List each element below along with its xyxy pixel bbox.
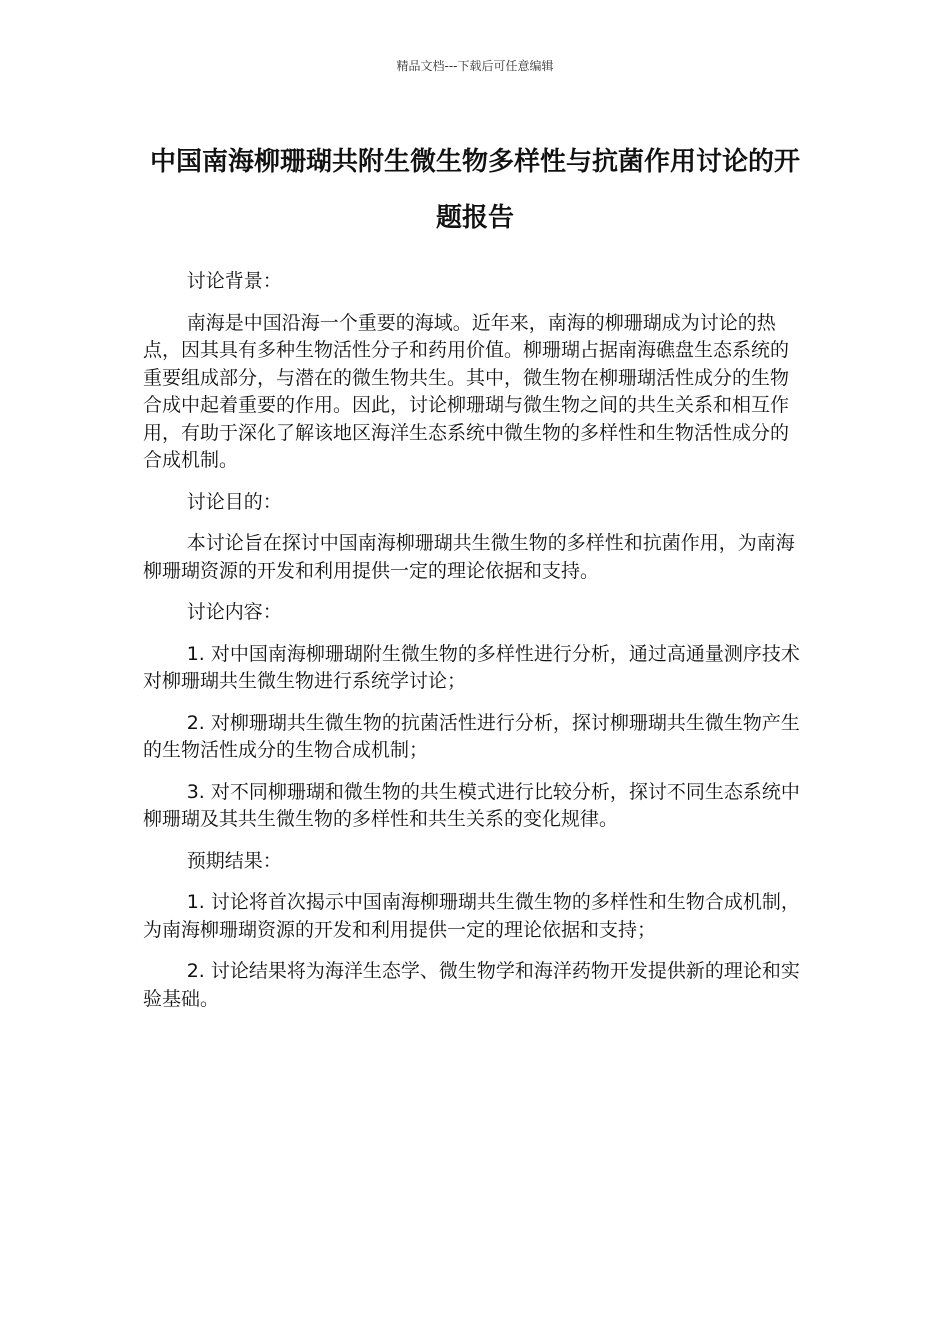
section-heading-purpose: 讨论目的： [186, 490, 282, 513]
section-heading-expected-results: 预期结果： [186, 849, 282, 872]
section-heading-background: 讨论背景： [186, 270, 282, 292]
document-body [143, 268, 807, 1027]
section-heading-content: 讨论内容： [186, 601, 282, 623]
content-item-1: 1. 对中国南海柳珊瑚附生微生物的多样性进行分析，通过高通量测序技术对柳珊瑚共生微生物进行系统学讨论； [143, 642, 800, 692]
paragraph-background: 南海是中国沿海一个重要的海域。近年来，南海的柳珊瑚成为讨论的热点，因其具有多种生物活性分子和药用价值。柳珊瑚占据南海礁盘生态系统的重要组成部分，与潜在的微生物共生。其中，微生物在柳珊瑚活性成分的生物合成中起着重要的作用。因此，讨论柳珊瑚与微生物之间的共生关系和相互作用，有助于深化了解该地区海洋生态系统中微生物的多样性和生物活性成分的合成机制。 [143, 311, 790, 471]
expected-result-1: 1. 讨论将首次揭示中国南海柳珊瑚共生微生物的多样性和生物合成机制，为南海柳珊瑚资源的开发和利用提供一定的理论依据和支持； [143, 891, 800, 941]
content-item-3: 3. 对不同柳珊瑚和微生物的共生模式进行比较分析，探讨不同生态系统中柳珊瑚及其共生微生物的多样性和共生关系的变化规律。 [143, 780, 800, 830]
document-title: 中国南海柳珊瑚共附生微生物多样性与抗菌作用讨论的开题报告 [149, 147, 800, 233]
expected-result-2: 2. 讨论结果将为海洋生态学、微生物学和海洋药物开发提供新的理论和实验基础。 [143, 960, 800, 1010]
page-header: 精品文档---下载后可任意编辑 [396, 59, 554, 73]
paragraph-purpose: 本讨论旨在探讨中国南海柳珊瑚共生微生物的多样性和抗菌作用，为南海柳珊瑚资源的开发和利用提供一定的理论依据和支持。 [143, 532, 795, 582]
content-item-2: 2. 对柳珊瑚共生微生物的抗菌活性进行分析，探讨柳珊瑚共生微生物产生的生物活性成分的生物合成机制； [143, 711, 800, 761]
